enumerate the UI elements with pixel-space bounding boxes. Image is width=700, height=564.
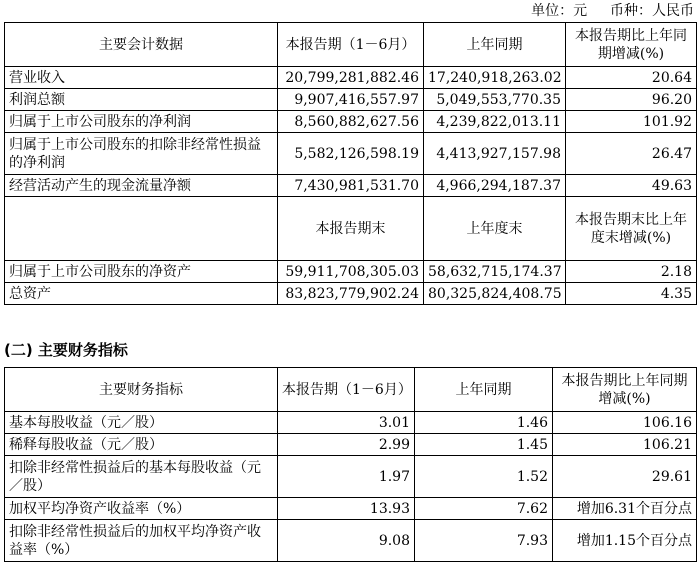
table-row — [5, 498, 697, 520]
currency-label: 币种：人民币 — [610, 3, 694, 19]
subheader-empty-cell — [5, 197, 278, 261]
row-previous: 7.62 — [415, 498, 553, 520]
row-change: 49.63 — [566, 175, 697, 197]
row-change: 106.21 — [553, 434, 697, 456]
row-change: 96.20 — [566, 89, 697, 111]
row-label: 扣除非经常性损益后的基本每股收益（元／股） — [5, 456, 278, 498]
table-row — [5, 283, 697, 305]
row-change: 106.16 — [553, 412, 697, 434]
row-label: 扣除非经常性损益后的加权平均净资产收益率（%） — [5, 520, 278, 562]
table2-header-current: 本报告期（1－6月） — [278, 368, 415, 412]
row-current: 7,430,981,531.70 — [278, 175, 424, 197]
row-label: 稀释每股收益（元／股） — [5, 434, 278, 456]
table1-subheader-row — [5, 197, 697, 261]
table2-header-item: 主要财务指标 — [5, 368, 278, 412]
row-previous: 4,966,294,187.37 — [424, 175, 566, 197]
row-label: 归属于上市公司股东的净利润 — [5, 111, 278, 133]
table-row — [5, 175, 697, 197]
row-change: 26.47 — [566, 133, 697, 175]
row-current: 59,911,708,305.03 — [278, 261, 424, 283]
table-row — [5, 111, 697, 133]
subheader-current: 本报告期末 — [278, 197, 424, 261]
row-previous: 4,413,927,157.98 — [424, 133, 566, 175]
row-change: 2.18 — [566, 261, 697, 283]
table2-header-previous: 上年同期 — [415, 368, 553, 412]
row-label: 经营活动产生的现金流量净额 — [5, 175, 278, 197]
row-previous: 5,049,553,770.35 — [424, 89, 566, 111]
unit-label: 单位：元 — [531, 3, 588, 19]
row-current: 1.97 — [278, 456, 415, 498]
row-change: 101.92 — [566, 111, 697, 133]
table1-header-change: 本报告期比上年同期增减(%) — [566, 23, 697, 67]
row-change: 增加6.31个百分点 — [553, 498, 697, 520]
table1-header-item: 主要会计数据 — [5, 23, 278, 67]
table-row — [5, 434, 697, 456]
row-label: 归属于上市公司股东的扣除非经常性损益的净利润 — [5, 133, 278, 175]
row-previous: 80,325,824,408.75 — [424, 283, 566, 305]
row-label: 营业收入 — [5, 67, 278, 89]
row-label: 归属于上市公司股东的净资产 — [5, 261, 278, 283]
table1-header-row — [5, 23, 697, 67]
row-previous: 17,240,918,263.02 — [424, 67, 566, 89]
row-label: 基本每股收益（元／股） — [5, 412, 278, 434]
row-current: 3.01 — [278, 412, 415, 434]
row-previous: 1.45 — [415, 434, 553, 456]
row-previous: 7.93 — [415, 520, 553, 562]
row-current: 8,560,882,627.56 — [278, 111, 424, 133]
subheader-change: 本报告期末比上年度末增减(%) — [566, 197, 697, 261]
subheader-previous: 上年度末 — [424, 197, 566, 261]
table-row — [5, 261, 697, 283]
row-label: 利润总额 — [5, 89, 278, 111]
row-previous: 1.52 — [415, 456, 553, 498]
table1-header-previous: 上年同期 — [424, 23, 566, 67]
row-change: 20.64 — [566, 67, 697, 89]
table-row — [5, 67, 697, 89]
table1-header-current: 本报告期（1－6月） — [278, 23, 424, 67]
row-current: 20,799,281,882.46 — [278, 67, 424, 89]
row-previous: 58,632,715,174.37 — [424, 261, 566, 283]
row-current: 9,907,416,557.97 — [278, 89, 424, 111]
row-label: 加权平均净资产收益率（%） — [5, 498, 278, 520]
table-row — [5, 412, 697, 434]
key-financial-indicators-table — [4, 367, 697, 562]
row-current: 2.99 — [278, 434, 415, 456]
row-change: 增加1.15个百分点 — [553, 520, 697, 562]
table-row — [5, 133, 697, 175]
table2-header-row — [5, 368, 697, 412]
table-row — [5, 89, 697, 111]
key-accounting-data-table — [4, 22, 697, 305]
row-change: 29.61 — [553, 456, 697, 498]
row-current: 9.08 — [278, 520, 415, 562]
row-current: 5,582,126,598.19 — [278, 133, 424, 175]
row-previous: 4,239,822,013.11 — [424, 111, 566, 133]
table-row — [5, 456, 697, 498]
unit-currency-line — [531, 2, 694, 20]
row-previous: 1.46 — [415, 412, 553, 434]
section-title: (二) 主要财务指标 — [4, 341, 128, 359]
row-change: 4.35 — [566, 283, 697, 305]
table2-header-change: 本报告期比上年同期增减(%) — [553, 368, 697, 412]
row-current: 13.93 — [278, 498, 415, 520]
row-current: 83,823,779,902.24 — [278, 283, 424, 305]
table-row — [5, 520, 697, 562]
row-label: 总资产 — [5, 283, 278, 305]
